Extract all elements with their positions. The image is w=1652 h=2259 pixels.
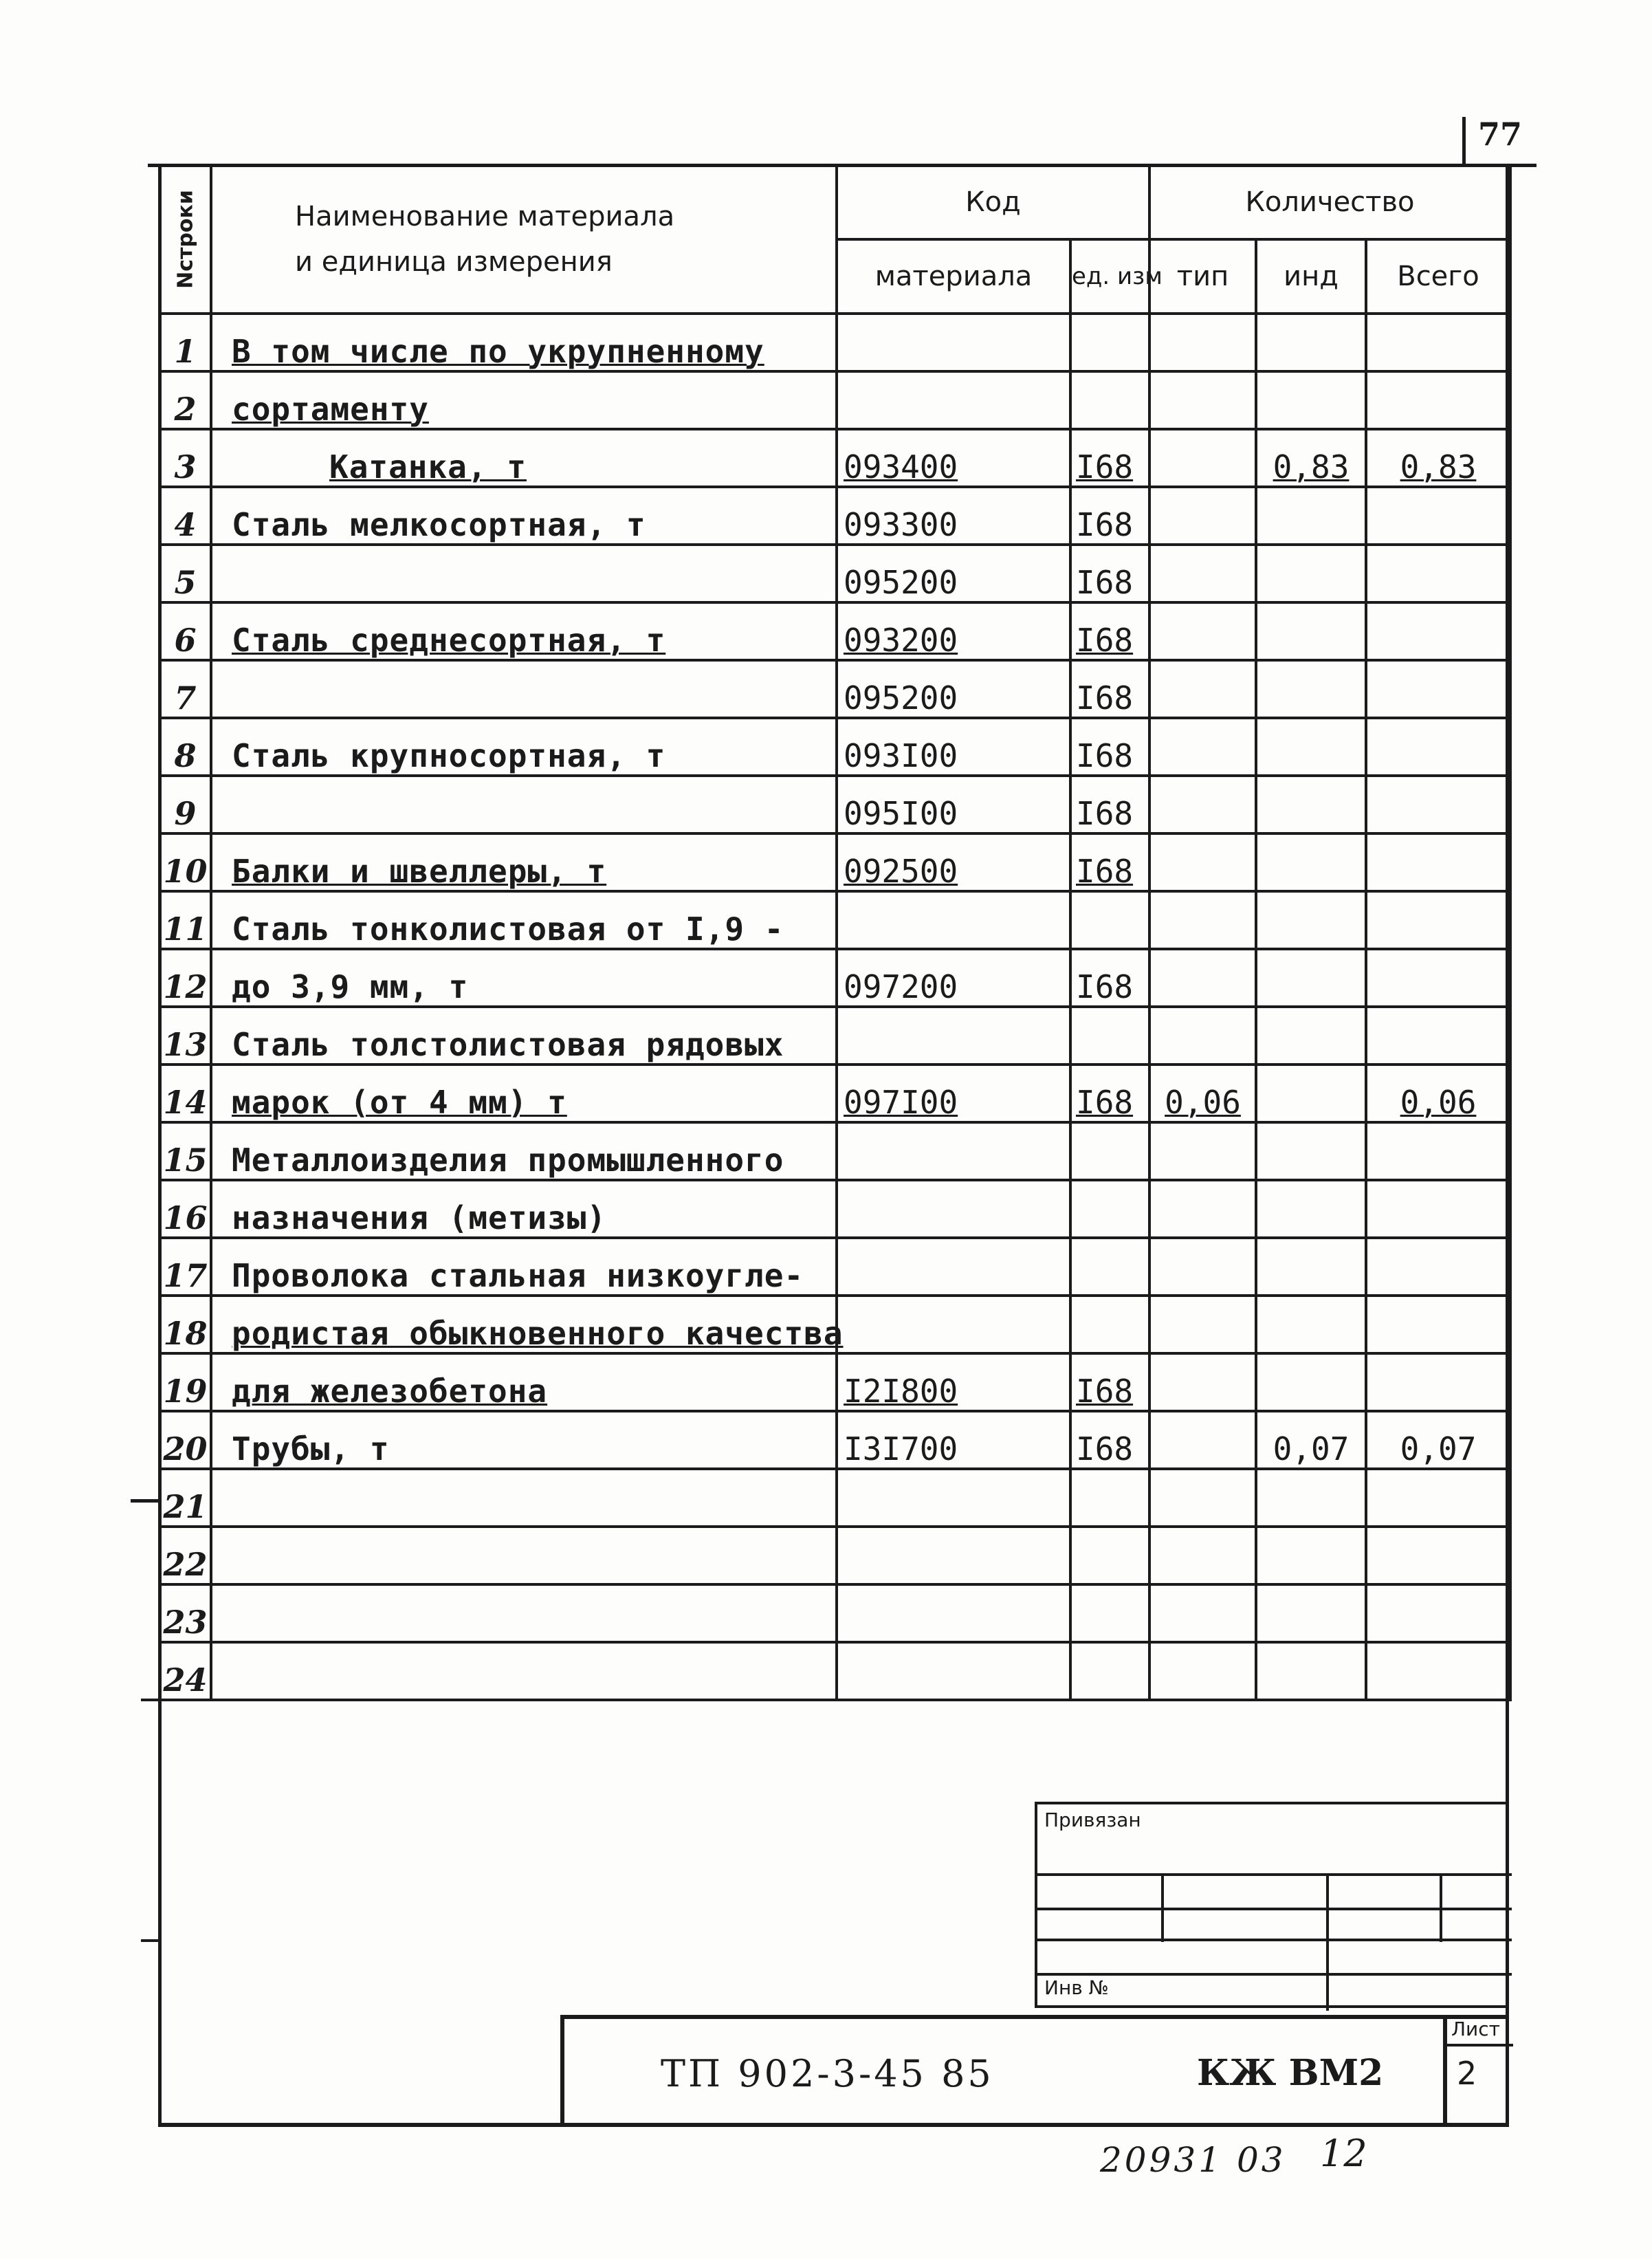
- table-row: [159, 314, 1510, 371]
- unit-code: [1070, 1122, 1149, 1180]
- table-row: [159, 487, 1510, 545]
- qty-type: [1149, 660, 1256, 718]
- row-number-text: 20: [163, 1430, 208, 1467]
- row-number-text: 18: [163, 1315, 208, 1352]
- material-code: [837, 1007, 1070, 1065]
- qty-total: [1366, 1527, 1510, 1584]
- unit-code: [1070, 1296, 1149, 1353]
- row-number: [159, 1584, 211, 1642]
- qty-ind: [1256, 1065, 1366, 1122]
- material-name: [211, 1411, 837, 1469]
- table-row: [159, 776, 1510, 833]
- unit-code-text: I68: [1076, 679, 1134, 717]
- row-number: [159, 545, 211, 602]
- qty-type: [1149, 429, 1256, 487]
- unit-code: [1070, 718, 1149, 776]
- header-material-name: [211, 165, 837, 314]
- row-number: [159, 1296, 211, 1353]
- materials-table-body: [159, 314, 1510, 1700]
- document-code: ТП 902-3-45 85: [661, 2052, 994, 2095]
- qty-ind: [1256, 1296, 1366, 1353]
- qty-type: [1149, 1642, 1256, 1700]
- unit-code: [1070, 1238, 1149, 1296]
- inventory-label: Инв №: [1044, 1976, 1109, 1999]
- material-code: [837, 1353, 1070, 1411]
- qty-ind: [1256, 1469, 1366, 1527]
- material-name: [211, 1007, 837, 1065]
- row-number: [159, 1411, 211, 1469]
- material-code-text: I2I800: [844, 1373, 958, 1410]
- material-code: [837, 429, 1070, 487]
- row-number: [159, 891, 211, 949]
- material-name: [211, 545, 837, 602]
- material-name-text: Катанка, т: [329, 448, 527, 485]
- table-row: [159, 602, 1510, 660]
- material-code: [837, 1180, 1070, 1238]
- qty-total: [1366, 1642, 1510, 1700]
- unit-code-text: I68: [1076, 1430, 1134, 1467]
- row-number: [159, 1180, 211, 1238]
- qty-ind: [1256, 314, 1366, 371]
- qty-type-text: 0,06: [1165, 1084, 1241, 1121]
- material-name: [211, 1353, 837, 1411]
- qty-type: [1149, 1065, 1256, 1122]
- qty-type: [1149, 487, 1256, 545]
- material-name-text: марок (от 4 мм) т: [232, 1084, 567, 1121]
- material-code: [837, 891, 1070, 949]
- unit-code: [1070, 545, 1149, 602]
- table-row: [159, 718, 1510, 776]
- qty-total: [1366, 776, 1510, 833]
- qty-total: [1366, 1180, 1510, 1238]
- qty-total: [1366, 718, 1510, 776]
- table-row: [159, 545, 1510, 602]
- row-number-text: 7: [174, 679, 197, 717]
- material-code-text: 093300: [844, 506, 958, 543]
- material-code-text: 092500: [844, 853, 958, 890]
- row-number-text: 15: [163, 1142, 208, 1179]
- row-number-text: 21: [163, 1488, 208, 1525]
- unit-code: [1070, 1527, 1149, 1584]
- qty-type: [1149, 1527, 1256, 1584]
- qty-total: [1366, 833, 1510, 891]
- unit-code: [1070, 891, 1149, 949]
- row-number-text: 5: [174, 564, 197, 601]
- qty-total: [1366, 1065, 1510, 1122]
- approval-rule-4: [1037, 1973, 1512, 1976]
- qty-type: [1149, 718, 1256, 776]
- qty-type: [1149, 1584, 1256, 1642]
- material-code: [837, 602, 1070, 660]
- row-number-text: 11: [163, 910, 208, 948]
- fold-mark: [141, 1699, 162, 1701]
- unit-code: [1070, 833, 1149, 891]
- qty-ind: [1256, 891, 1366, 949]
- qty-type: [1149, 1238, 1256, 1296]
- row-number: [159, 487, 211, 545]
- material-name: [211, 371, 837, 429]
- page-number: 77: [1478, 116, 1523, 153]
- row-number: [159, 1353, 211, 1411]
- qty-type: [1149, 776, 1256, 833]
- material-name-text: Металлоизделия промышленного: [232, 1142, 784, 1179]
- material-name-text: назначения (метизы): [232, 1199, 607, 1236]
- table-row: [159, 1527, 1510, 1584]
- qty-ind: [1256, 1584, 1366, 1642]
- unit-code-text: I68: [1076, 506, 1134, 543]
- qty-ind: [1256, 660, 1366, 718]
- material-code: [837, 949, 1070, 1007]
- material-name: [211, 1296, 844, 1353]
- unit-code-text: I68: [1076, 1084, 1134, 1121]
- approval-block: [1035, 1802, 1509, 2008]
- qty-ind: [1256, 1411, 1366, 1469]
- qty-type: [1149, 602, 1256, 660]
- material-code: [837, 776, 1070, 833]
- sheet-number: 2: [1457, 2055, 1477, 2092]
- material-code: [837, 1469, 1070, 1527]
- material-code-text: 095200: [844, 679, 958, 717]
- material-name: [211, 1642, 837, 1700]
- table-row: [159, 1411, 1510, 1469]
- row-number: [159, 314, 211, 371]
- header-material-name-line2: и единица измерения: [295, 246, 613, 278]
- qty-total: [1366, 1007, 1510, 1065]
- material-code: [837, 718, 1070, 776]
- table-row: [159, 429, 1510, 487]
- qty-type: [1149, 545, 1256, 602]
- material-name: [211, 1527, 837, 1584]
- qty-ind: [1256, 1238, 1366, 1296]
- qty-ind: [1256, 602, 1366, 660]
- page-number-mark: [1462, 117, 1466, 165]
- qty-type: [1149, 1411, 1256, 1469]
- material-name: [211, 660, 837, 718]
- qty-type: [1149, 949, 1256, 1007]
- table-row: [159, 660, 1510, 718]
- material-name: [211, 891, 837, 949]
- qty-total: [1366, 1238, 1510, 1296]
- binding-mark: [131, 1499, 162, 1503]
- qty-total-text: 0,06: [1400, 1084, 1477, 1121]
- row-number-text: 13: [163, 1026, 208, 1063]
- qty-type: [1149, 833, 1256, 891]
- row-number-text: 19: [163, 1373, 208, 1410]
- unit-code: [1070, 429, 1149, 487]
- material-code-text: 093I00: [844, 737, 958, 774]
- qty-ind: [1256, 429, 1366, 487]
- table-row: [159, 949, 1510, 1007]
- fold-mark-lower: [141, 1939, 162, 1942]
- qty-ind: [1256, 1122, 1366, 1180]
- material-name: [211, 1238, 837, 1296]
- material-name-text: родистая обыкновенного качества: [232, 1315, 844, 1352]
- row-number-text: 9: [174, 795, 197, 832]
- qty-type: [1149, 1469, 1256, 1527]
- row-number-text: 14: [163, 1084, 208, 1121]
- qty-ind: [1256, 1180, 1366, 1238]
- material-name: [211, 1180, 837, 1238]
- unit-code: [1070, 1180, 1149, 1238]
- qty-total-text: 0,07: [1400, 1430, 1477, 1467]
- qty-ind: [1256, 1353, 1366, 1411]
- material-name-text: сортаменту: [232, 391, 429, 428]
- row-number: [159, 776, 211, 833]
- table-row: [159, 1469, 1510, 1527]
- qty-type: [1149, 891, 1256, 949]
- row-number: [159, 602, 211, 660]
- material-name: [211, 1122, 837, 1180]
- material-name: [211, 776, 837, 833]
- table-row: [159, 1642, 1510, 1700]
- qty-type: [1149, 314, 1256, 371]
- material-name: [211, 949, 837, 1007]
- material-name-text: для железобетона: [232, 1373, 548, 1410]
- material-code-text: 093200: [844, 622, 958, 659]
- material-name-text: до 3,9 мм, т: [232, 968, 469, 1005]
- row-number-text: 3: [174, 448, 197, 485]
- row-number-text: 8: [174, 737, 197, 774]
- row-number: [159, 1527, 211, 1584]
- table-row: [159, 1180, 1510, 1238]
- material-code: [837, 1122, 1070, 1180]
- material-name: [211, 1584, 837, 1642]
- archive-page: 12: [1320, 2132, 1367, 2175]
- qty-total-text: 0,83: [1400, 448, 1477, 485]
- qty-ind: [1256, 1527, 1366, 1584]
- qty-total: [1366, 660, 1510, 718]
- row-number: [159, 429, 211, 487]
- qty-total: [1366, 1353, 1510, 1411]
- row-number: [159, 1469, 211, 1527]
- material-name: [211, 718, 837, 776]
- unit-code: [1070, 660, 1149, 718]
- header-material-name-line1: Наименование материала: [295, 201, 675, 232]
- qty-total: [1366, 371, 1510, 429]
- row-number: [159, 833, 211, 891]
- material-name: [211, 833, 837, 891]
- material-code-text: 093400: [844, 448, 958, 485]
- row-number-text: 23: [163, 1604, 208, 1641]
- qty-ind-text: 0,83: [1273, 448, 1350, 485]
- qty-type: [1149, 1353, 1256, 1411]
- material-name: [211, 1065, 837, 1122]
- header-code-material: материала: [837, 239, 1070, 314]
- title-block: [560, 2015, 1509, 2127]
- qty-total: [1366, 487, 1510, 545]
- table-row: [159, 1353, 1510, 1411]
- material-name-text: Сталь тонколистовая от I,9 -: [232, 910, 784, 948]
- material-code-text: 097I00: [844, 1084, 958, 1121]
- material-name-text: Сталь мелкосортная, т: [232, 506, 646, 543]
- unit-code: [1070, 1642, 1149, 1700]
- approval-divider-3: [1440, 1873, 1442, 1942]
- unit-code-text: I68: [1076, 795, 1134, 832]
- material-name-text: Сталь крупносортная, т: [232, 737, 666, 774]
- header-qty-total: Всего: [1366, 239, 1510, 314]
- table-row: [159, 1007, 1510, 1065]
- material-code: [837, 1296, 1070, 1353]
- unit-code: [1070, 1007, 1149, 1065]
- material-code-text: 097200: [844, 968, 958, 1005]
- document-mark: КЖ ВМ2: [1197, 2052, 1384, 2094]
- unit-code-text: I68: [1076, 448, 1134, 485]
- qty-ind: [1256, 1007, 1366, 1065]
- qty-total: [1366, 545, 1510, 602]
- header-row-number-label: Nстроки: [173, 190, 197, 289]
- qty-ind: [1256, 833, 1366, 891]
- qty-total: [1366, 949, 1510, 1007]
- row-number: [159, 1065, 211, 1122]
- row-number-text: 1: [174, 333, 197, 370]
- attached-label: Привязан: [1044, 1809, 1141, 1831]
- material-name-text: В том числе по укрупненному: [232, 333, 764, 370]
- header-code-unit: ед. изм: [1070, 239, 1149, 314]
- qty-ind: [1256, 718, 1366, 776]
- material-code: [837, 1584, 1070, 1642]
- unit-code: [1070, 371, 1149, 429]
- qty-total: [1366, 429, 1510, 487]
- unit-code: [1070, 1065, 1149, 1122]
- sheet-separator: [1447, 2044, 1513, 2047]
- header-row-number: [159, 165, 211, 314]
- row-number-text: 24: [163, 1661, 208, 1699]
- material-name-text: Сталь толстолистовая рядовых: [232, 1026, 784, 1063]
- table-row: [159, 371, 1510, 429]
- qty-total: [1366, 1584, 1510, 1642]
- unit-code: [1070, 776, 1149, 833]
- material-name-text: Балки и швеллеры, т: [232, 853, 607, 890]
- qty-type: [1149, 1296, 1256, 1353]
- material-code: [837, 1065, 1070, 1122]
- material-code: [837, 1238, 1070, 1296]
- row-number-text: 12: [163, 968, 208, 1005]
- header-quantity-group: Количество: [1149, 165, 1510, 239]
- unit-code: [1070, 1469, 1149, 1527]
- unit-code: [1070, 1353, 1149, 1411]
- qty-type: [1149, 1007, 1256, 1065]
- unit-code-text: I68: [1076, 737, 1134, 774]
- unit-code: [1070, 1411, 1149, 1469]
- material-code: [837, 1642, 1070, 1700]
- qty-total: [1366, 1411, 1510, 1469]
- table-row: [159, 1065, 1510, 1122]
- header-qty-ind: инд: [1256, 239, 1366, 314]
- material-code-text: I3I700: [844, 1430, 958, 1467]
- material-code: [837, 1527, 1070, 1584]
- row-number-text: 2: [174, 391, 197, 428]
- approval-divider-2: [1326, 1873, 1329, 2011]
- material-code: [837, 833, 1070, 891]
- qty-total: [1366, 1122, 1510, 1180]
- unit-code-text: I68: [1076, 968, 1134, 1005]
- material-code: [837, 1411, 1070, 1469]
- unit-code: [1070, 949, 1149, 1007]
- qty-type: [1149, 1180, 1256, 1238]
- qty-ind: [1256, 776, 1366, 833]
- row-number: [159, 371, 211, 429]
- material-name-text: Сталь среднесортная, т: [232, 622, 666, 659]
- table-row: [159, 833, 1510, 891]
- row-number-text: 6: [174, 622, 197, 659]
- row-number: [159, 1238, 211, 1296]
- qty-total: [1366, 1296, 1510, 1353]
- unit-code: [1070, 602, 1149, 660]
- table-row: [159, 1122, 1510, 1180]
- unit-code: [1070, 487, 1149, 545]
- qty-ind: [1256, 1642, 1366, 1700]
- row-number-text: 17: [163, 1257, 208, 1294]
- row-number-text: 4: [174, 506, 197, 543]
- row-number-text: 16: [163, 1199, 208, 1236]
- row-number: [159, 1642, 211, 1700]
- qty-total: [1366, 314, 1510, 371]
- material-name: [211, 602, 837, 660]
- row-number-text: 22: [163, 1546, 208, 1583]
- material-code: [837, 487, 1070, 545]
- table-row: [159, 1584, 1510, 1642]
- unit-code: [1070, 314, 1149, 371]
- material-code: [837, 545, 1070, 602]
- header-qty-type: тип: [1149, 239, 1256, 314]
- qty-ind: [1256, 545, 1366, 602]
- row-number: [159, 718, 211, 776]
- qty-ind-text: 0,07: [1273, 1430, 1350, 1467]
- unit-code: [1070, 1584, 1149, 1642]
- material-code-text: 095I00: [844, 795, 958, 832]
- unit-code-text: I68: [1076, 622, 1134, 659]
- sheet-box: [1443, 2015, 1513, 2127]
- materials-table: [158, 164, 1512, 1701]
- approval-divider-1: [1161, 1873, 1164, 1942]
- material-name-text: Проволока стальная низкоугле-: [232, 1257, 804, 1294]
- material-code: [837, 314, 1070, 371]
- unit-code-text: I68: [1076, 853, 1134, 890]
- unit-code-text: I68: [1076, 1373, 1134, 1410]
- qty-total: [1366, 891, 1510, 949]
- archive-code: 20931 03: [1100, 2140, 1286, 2180]
- material-name-text: Трубы, т: [232, 1430, 390, 1467]
- material-code: [837, 660, 1070, 718]
- qty-type: [1149, 371, 1256, 429]
- row-number: [159, 949, 211, 1007]
- material-name: [211, 314, 837, 371]
- qty-type: [1149, 1122, 1256, 1180]
- qty-ind: [1256, 487, 1366, 545]
- material-code-text: 095200: [844, 564, 958, 601]
- material-code: [837, 371, 1070, 429]
- row-number: [159, 1007, 211, 1065]
- table-row: [159, 891, 1510, 949]
- unit-code-text: I68: [1076, 564, 1134, 601]
- qty-total: [1366, 1469, 1510, 1527]
- qty-ind: [1256, 371, 1366, 429]
- table-row: [159, 1296, 1510, 1353]
- row-number: [159, 1122, 211, 1180]
- header-code-group: Код: [837, 165, 1149, 239]
- qty-ind: [1256, 949, 1366, 1007]
- row-number: [159, 660, 211, 718]
- material-name: [211, 487, 837, 545]
- table-row: [159, 1238, 1510, 1296]
- qty-total: [1366, 602, 1510, 660]
- sheet-label: Лист: [1451, 2018, 1500, 2040]
- material-name: [211, 1469, 837, 1527]
- row-number-text: 10: [163, 853, 208, 890]
- material-name: [211, 429, 837, 487]
